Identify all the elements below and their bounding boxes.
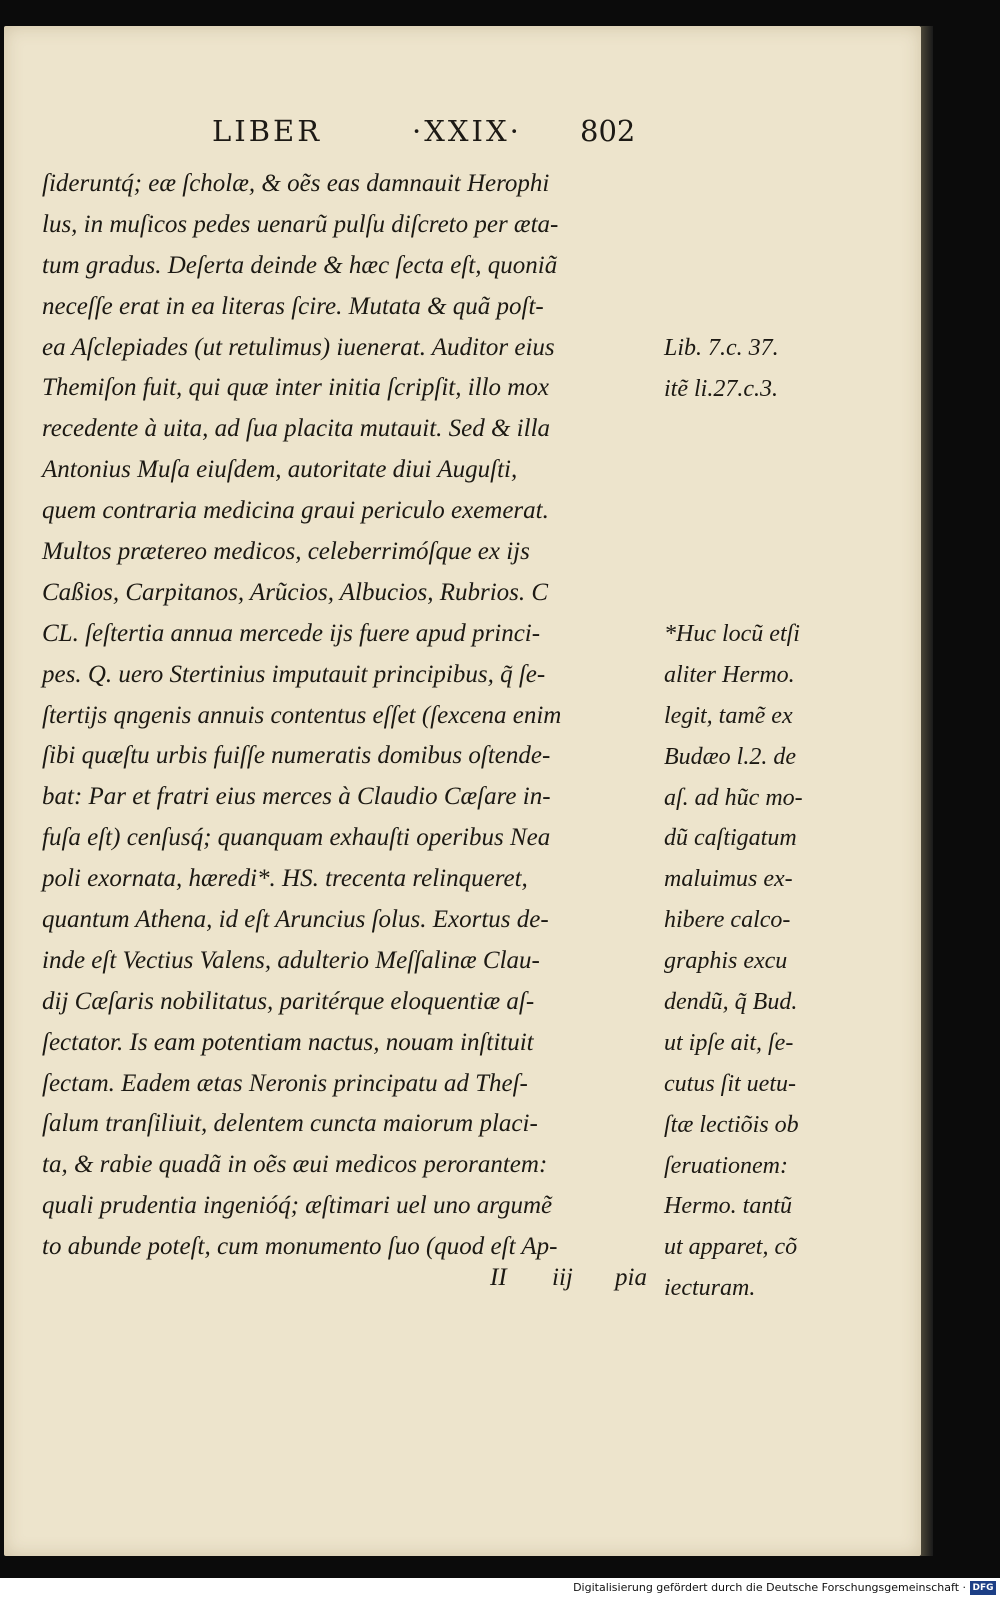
text-line: ut ipſe ait, ſe- bbox=[664, 1029, 794, 1056]
text-line: fuſa eſt) cenſusq́; quanquam exhauſti operibus Nea bbox=[42, 824, 551, 852]
text-line: ea Aſclepiades (ut retulimus) iuenerat. Auditor eius bbox=[42, 333, 555, 361]
footer-bar bbox=[0, 1578, 1000, 1600]
text-line: CL. ſeſtertia annua mercede ijs fuere apud princi- bbox=[42, 619, 541, 647]
text-line: hibere calco- bbox=[664, 907, 791, 934]
text-line: bat: Par et fratri eius merces à Claudio Cæſare in- bbox=[42, 783, 551, 811]
text-line: quem contraria medicina graui periculo exemerat. bbox=[42, 497, 549, 525]
signature-mark: II bbox=[490, 1264, 507, 1291]
text-line: Themiſon fuit, qui quæ inter initia ſcripſit, illo mox bbox=[42, 374, 549, 402]
text-line: legit, tamẽ ex bbox=[664, 702, 793, 729]
text-line: ſeruationem: bbox=[664, 1152, 788, 1179]
main-text-block bbox=[42, 164, 654, 1268]
text-line: tum gradus. Deſerta deinde & hæc ſecta eſt, quoniã bbox=[42, 251, 558, 279]
text-line: inde eſt Vectius Valens, adulterio Meſſalinæ Clau- bbox=[42, 946, 540, 974]
dfg-logo-icon: DFG bbox=[970, 1581, 996, 1595]
text-line: quantum Athena, id eſt Aruncius ſolus. Exortus de- bbox=[42, 906, 549, 934]
text-line: Antonius Muſa eiuſdem, autoritate diui Auguſti, bbox=[42, 456, 518, 484]
text-line: aſ. ad hũc mo- bbox=[664, 784, 803, 811]
text-line: cutus ſit uetu- bbox=[664, 1070, 796, 1097]
text-line: aliter Hermo. bbox=[664, 661, 795, 688]
text-line: itẽ li.27.c.3. bbox=[664, 375, 778, 402]
text-line: ſectator. Is eam potentiam nactus, nouam inſtituit bbox=[42, 1028, 534, 1056]
text-line: maluimus ex- bbox=[664, 866, 793, 893]
text-line: to abunde poteſt, cum monumento ſuo (quod eſt Ap- bbox=[42, 1233, 558, 1261]
text-line: ut apparet, cõ bbox=[664, 1234, 798, 1261]
text-line: ſtæ lectiõis ob bbox=[664, 1111, 799, 1138]
text-line: ſectam. Eadem ætas Neronis principatu ad Theſ- bbox=[42, 1069, 528, 1097]
text-line: dũ caſtigatum bbox=[664, 825, 797, 852]
page-edge-shadow bbox=[921, 26, 933, 1556]
text-line: *Huc locũ etſi bbox=[664, 621, 800, 647]
text-line: Caßios, Carpitanos, Arũcios, Albucios, Rubrios. C bbox=[42, 578, 549, 606]
catchword: pia bbox=[615, 1264, 647, 1291]
text-line: pes. Q. uero Stertinius imputauit principibus, q̃ ſe- bbox=[42, 660, 546, 688]
folio-number: 802 bbox=[580, 114, 636, 148]
text-line: graphis excu bbox=[664, 948, 788, 975]
funding-credit: Digitalisierung gefördert durch die Deutsche Forschungsgemeinschaft · bbox=[573, 1581, 966, 1594]
text-line: dendũ, q̃ Bud. bbox=[664, 989, 798, 1016]
text-line: ſtertijs qngenis annuis contentus eſſet (ſexcena enim bbox=[42, 701, 562, 729]
running-head-liber: LIBER bbox=[212, 114, 323, 148]
text-line: Lib. 7.c. 37. bbox=[664, 335, 779, 361]
signature-leaf: iij bbox=[552, 1264, 573, 1291]
marginal-reference-lib bbox=[664, 328, 834, 410]
marginal-note-hermolaus bbox=[664, 614, 834, 1309]
text-line: lus, in muſicos pedes uenarũ pulſu diſcreto per æta- bbox=[42, 210, 559, 238]
text-line: Hermo. tantũ bbox=[664, 1193, 792, 1220]
text-line: poli exornata, hæredi*. HS. trecenta relinqueret, bbox=[42, 865, 528, 893]
text-line: ta, & rabie quadã in oẽs æui medicos perorantem: bbox=[42, 1151, 548, 1179]
text-line: recedente à uita, ad ſua placita mutauit. Sed & illa bbox=[42, 415, 551, 443]
text-line: Budæo l.2. de bbox=[664, 743, 796, 770]
text-line: neceſſe erat in ea literas ſcire. Mutata & quã poſt- bbox=[42, 292, 544, 320]
text-line: Multos prætereo medicos, celeberrimóſque ex ijs bbox=[42, 538, 530, 566]
text-line: quali prudentia ingenióq́; æſtimari uel uno argumẽ bbox=[42, 1192, 553, 1220]
text-line: dij Cæſaris nobilitatus, paritérque eloquentiæ aſ- bbox=[42, 987, 535, 1015]
text-line: ſalum tranſiliuit, delentem cuncta maiorum placi- bbox=[42, 1110, 538, 1138]
text-line: ſibi quæſtu urbis fuiſſe numeratis domibus oſtende- bbox=[42, 742, 551, 770]
text-line: ſideruntq́; eæ ſcholæ, & oẽs eas damnauit Herophi bbox=[42, 170, 550, 197]
running-head-book-number: ·XXIX· bbox=[412, 114, 522, 148]
text-line: iecturam. bbox=[664, 1275, 756, 1302]
